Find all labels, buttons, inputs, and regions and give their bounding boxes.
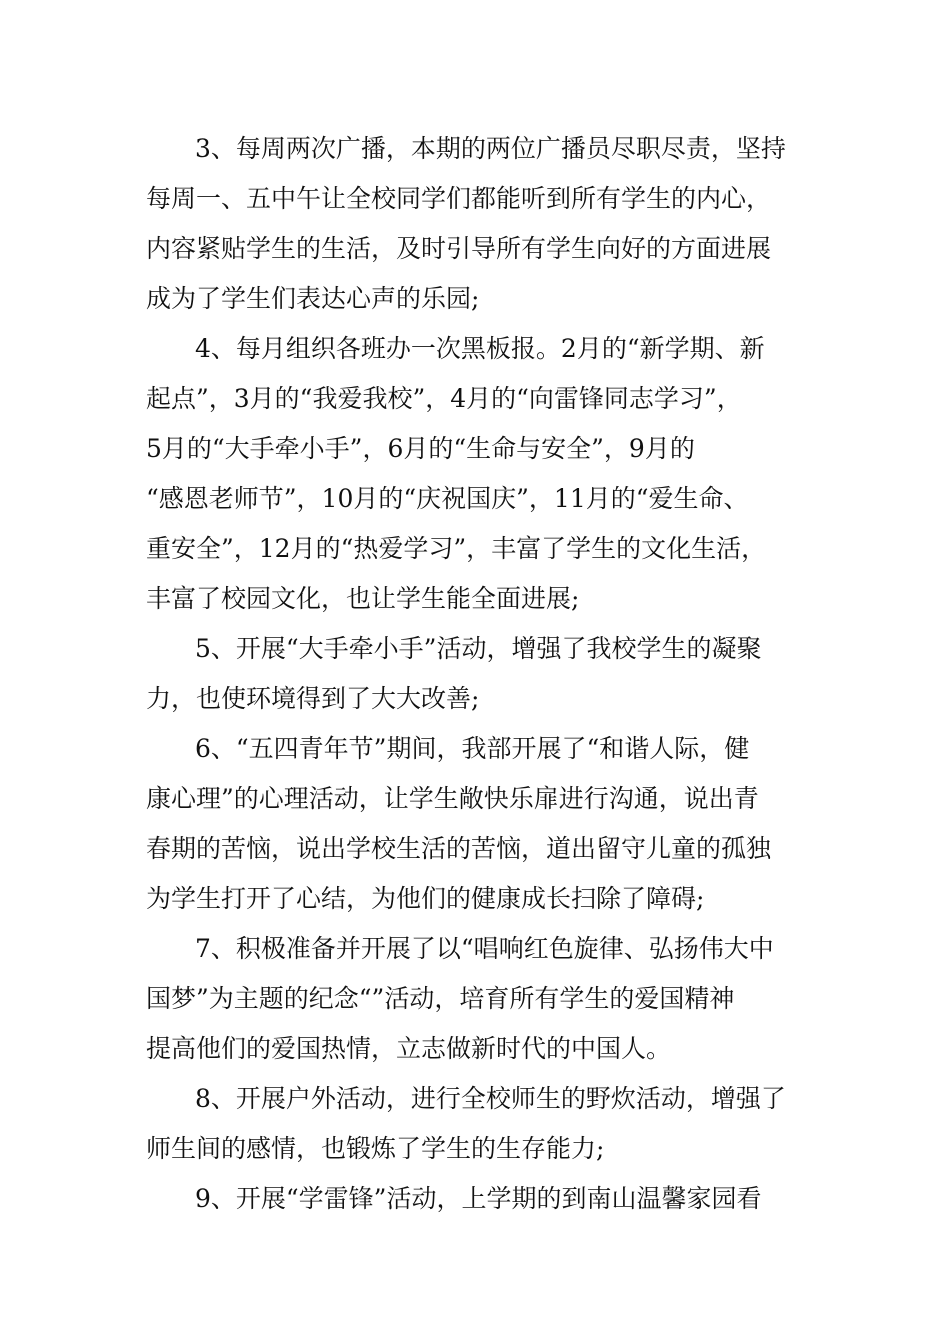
paragraph-4-line-2: 起点”，3月的“我爱我校”，4月的“向雷锋同志学习”，: [146, 384, 742, 413]
paragraph-3-line-3: 内容紧贴学生的生活，及时引导所有学生向好的方面进展: [146, 234, 772, 263]
paragraph-9-line-1: 9、开展“学雷锋”活动，上学期的到南山温馨家园看: [195, 1184, 762, 1213]
paragraph-7-line-3: 提高他们的爱国热情，立志做新时代的中国人。: [146, 1034, 672, 1063]
paragraph-8-line-2: 师生间的感情，也锻炼了学生的生存能力;: [146, 1134, 605, 1163]
paragraph-5-line-2: 力，也使环境得到了大大改善;: [146, 684, 480, 713]
paragraph-3-line-4: 成为了学生们表达心声的乐园;: [146, 284, 480, 313]
paragraph-4-line-3: 5月的“大手牵小手”，6月的“生命与安全”，9月的: [146, 434, 695, 463]
paragraph-7-line-1: 7、积极准备并开展了以“唱响红色旋律、弘扬伟大中: [195, 934, 774, 963]
paragraph-6-line-2: 康心理”的心理活动，让学生敞快乐扉进行沟通，说出青: [146, 784, 759, 813]
paragraph-6-line-3: 春期的苦恼，说出学校生活的苦恼，道出留守儿童的孤独: [146, 834, 772, 863]
paragraph-3-line-1: 3、每周两次广播，本期的两位广播员尽职尽责，坚持: [195, 134, 786, 163]
paragraph-5-line-1: 5、开展“大手牵小手”活动，增强了我校学生的凝聚: [195, 634, 762, 663]
paragraph-6-line-4: 为学生打开了心结，为他们的健康成长扫除了障碍;: [146, 884, 705, 913]
paragraph-4-line-5: 重安全”，12月的“热爱学习”，丰富了学生的文化生活，: [146, 534, 767, 563]
paragraph-7-line-2: 国梦”为主题的纪念“”活动，培育所有学生的爱国精神: [146, 984, 735, 1013]
paragraph-8-line-1: 8、开展户外活动，进行全校师生的野炊活动，增强了: [195, 1084, 786, 1113]
paragraph-4-line-4: “感恩老师节”，10月的“庆祝国庆”，11月的“爱生命、: [146, 484, 749, 513]
paragraph-4-line-6: 丰富了校园文化，也让学生能全面进展;: [146, 584, 580, 613]
paragraph-4-line-1: 4、每月组织各班办一次黑板报。2月的“新学期、新: [195, 334, 765, 363]
paragraph-6-line-1: 6、“五四青年节”期间，我部开展了“和谐人际，健: [195, 734, 750, 763]
paragraph-3-line-2: 每周一、五中午让全校同学们都能听到所有学生的内心，: [146, 184, 772, 213]
